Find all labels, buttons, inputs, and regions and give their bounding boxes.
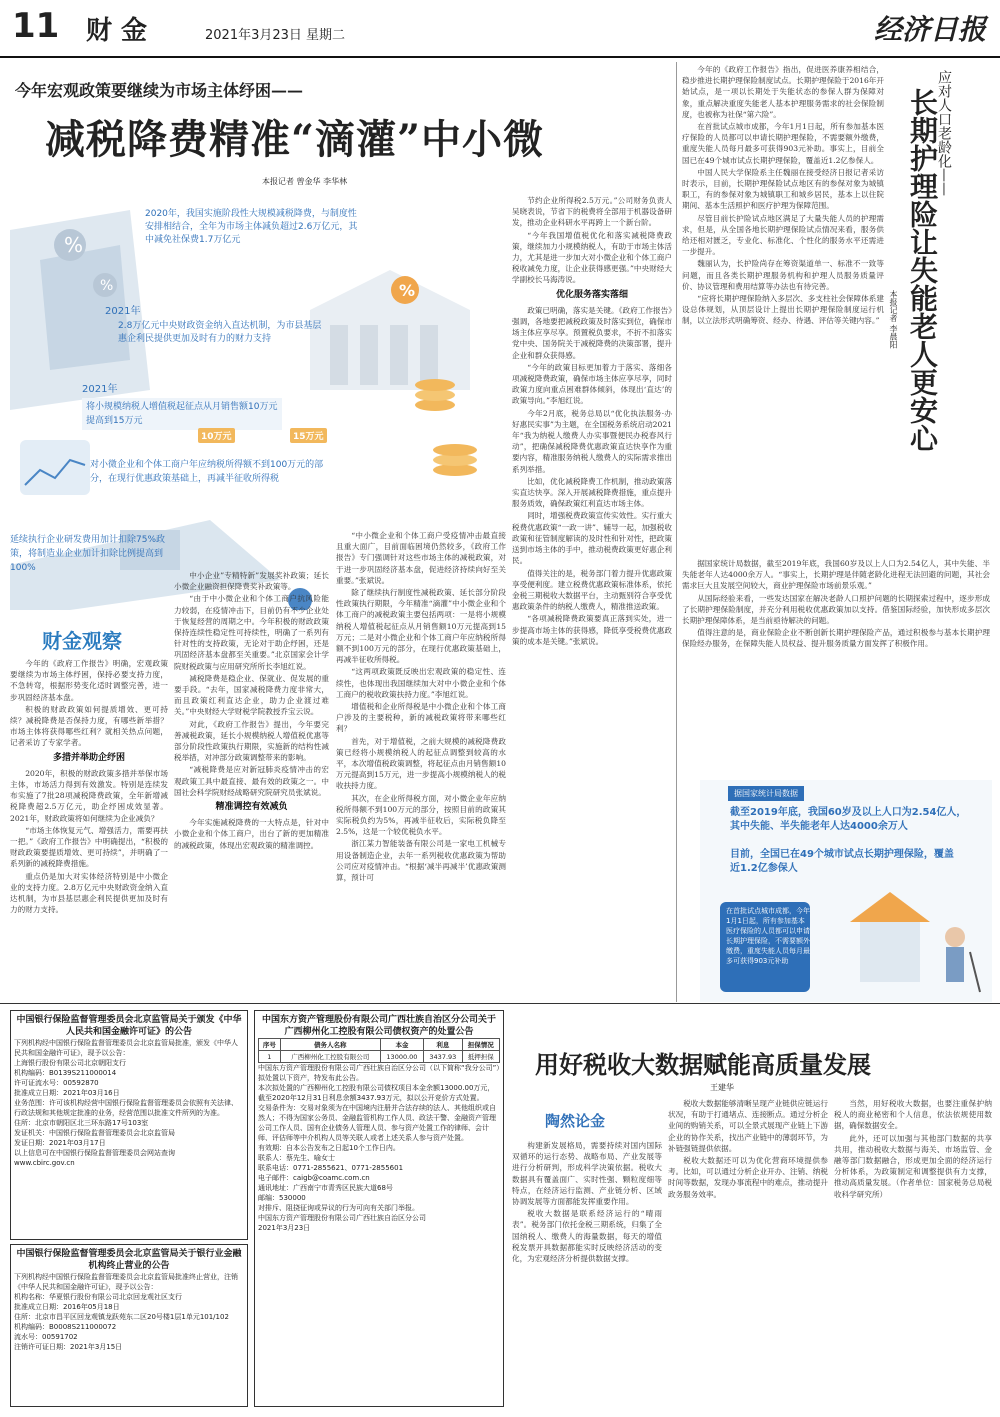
paragraph: 节约企业所得税2.5万元。”公司财务负责人吴晓表说，节省下的税费将全部用于机器设备研发，推动企业科研水平再跨上一个新台阶。 (512, 196, 672, 228)
paragraph: 今年实施减税降费的一大特点是，针对中小微企业和个体工商户，出台了新的更加精准的减税政策，体现出宏观政策的精准调控。 (174, 818, 329, 850)
column-label-finance: 财金观察 (42, 629, 122, 653)
paragraph: 中小企业”专精特新”发展奖补政策；延长小微企业融资担保降费奖补政策等。 (174, 571, 329, 592)
paragraph: 机构编码：B0139S211000014 (14, 1069, 117, 1077)
subhead-1: 多措并举助企纾困 (52, 752, 125, 763)
ltc-box-1: 截至2019年底，我国60岁及以上人口为2.54亿人，其中失能、半失能老年人达4000余万人 (730, 807, 967, 832)
ltc-col-1 (682, 64, 884, 554)
paragraph: 除了继续执行制度性减税政策、延长部分阶段性政策执行期限，今年精准“滴灌”中小微企业和个体工商户的减税政策主要包括两项：一是将小规模纳税人增值税起征点从月销售额10万元提高到15万元；二是对小微企业和个体工商户年应纳税所得额不到100万元的部分，在现行优惠政策基础上，再减半征收所得税。 (336, 588, 506, 665)
paragraph: 值得注意的是，商业保险企业不断创新长期护理保险产品，通过积极参与基本长期护理保险经办服务，在保障失能人员权益、提升服务质量方面发挥了积极作用。 (682, 628, 990, 649)
paragraph: “这两项政策既反映出宏观政策的稳定性、连续性，也体现出我国继续加大对中小微企业和个体工商户的税收政策扶持力度。”李旭红说。 (336, 667, 506, 699)
issue-date: 2021年3月23日 星期二 (205, 28, 346, 43)
table-header: 担保情况 (462, 1039, 499, 1051)
subhead-3: 优化服务落实落细 (555, 289, 628, 300)
paragraph: “各项减税降费政策要真正落到实处，进一步提高市场主体的获得感，降低享受税费优惠政策的成本是关键。”张斌说。 (512, 614, 672, 646)
svg-text:%: % (100, 278, 114, 294)
paragraph: 今年的《政府工作报告》明确，宏观政策要继续为市场主体纾困，保持必要支持力度，不急转弯，根据形势变化适时调整完善，进一步巩固经济基本盘。 (10, 659, 168, 702)
info-2021-2: 将小规模纳税人增值税起征点从月销售额10万元提高到15万元 (82, 398, 282, 430)
paragraph: 其次，在企业所得税方面，对小微企业年应纳税所得额不到100万元的部分，按照目前的政策其实际税负约为5%，再减半征收后，实际税负降至2.5%，这是一个较优税负水平。 (336, 793, 506, 837)
info-3: 对小微企业和个体工商户年应纳税所得额不到100万元的部分，在现行优惠政策基础上，再减半征收所得税 (90, 460, 324, 484)
ad-notice-3: 中国东方资产管理股份有限公司广西壮族自治区分公司关于广西柳州化工控股有限公司债权资产的处置公告 序号 债务人名称 本金 利息 担保情况 1 广西柳州化工控股有限公司 13000.00 3437.93 抵押担保 中国东方资产管理股份有限公司广西壮族自治区分公司（以下简称“我分公司”）拟处置以下资产，特发布此公告。 本次拟处置的广西柳州化工控股有限公司债权项目本金余额13000.00万元，截至2020年12月31日利息余额3437.93万元，拟以公开竞价方式处置。 交易条件为：交易对象须为在中国境内注册并合法存续的法人、其他组织或自然人；不得为国家公务员、金融监管机构工作人员、政法干警、金融资产管理公司工作人员、国有企业债务人管理人员、参与资产处置工作的律师、会计师、评估师等中介机构人员等关联人或者上述关系人参与资产处置。 有效期：自本公告发布之日起10个工作日内。 联系人：蔡先生、喻女士 联系电话：0771-2855621、0771-2855601 电子邮件：caigb@coamc.com.cn 通讯地址：广西南宁市青秀区民族大道68号 邮编：530000 对排斥、阻挠征询或异议的行为可向有关部门举报。 中国东方资产管理股份有限公司广西壮族自治区分公司 2021年3月23日 (254, 1010, 504, 1407)
table-cell: 广西柳州化工控股有限公司 (280, 1051, 380, 1063)
coin-label-15: 15万元 (290, 428, 327, 443)
paragraph: 发证机关：中国银行保险监督管理委员会北京监管局 (14, 1129, 175, 1137)
info-2021-1: 2.8万亿元中央财政资金纳入直达机制，为市县基层惠企利民提供更加及时有力的财力支持 (118, 321, 322, 344)
table-row (259, 1051, 500, 1063)
paragraph: 中国东方资产管理股份有限公司广西壮族自治区分公司 (258, 1214, 426, 1222)
table-header: 序号 (259, 1039, 281, 1051)
paragraph: 许可证流水号：00592870 (14, 1079, 99, 1087)
paragraph: 在首批试点城市成都，今年1月1日起，所有参加基本医疗保险的人员都可以申请长期护理保险，不需要额外缴费，重度失能人员每月最多可获得903元补助。事实上，目前全国已在49个城市试点长期护理保险，覆盖近1.2亿参保人。 (682, 122, 884, 165)
paragraph: 2021年3月23日 (258, 1224, 311, 1232)
paragraph: 税收大数据能够清晰呈现产业链供应链运行状况，有助于打通堵点、连接断点。通过分析企业间的购销关系，可以全景式展现产业链上下游企业的协作关系，找出产业链中的薄弱环节，为补链强链提供依据。 (668, 1099, 828, 1153)
masthead (0, 0, 1000, 58)
tax-col-3 (834, 1098, 992, 1412)
ltc-box-3: 在首批试点城市成都，今年1月1日起，所有参加基本医疗保险的人员都可以申请长期护理保险，不需要额外缴费，重度失能人员每月最多可获得903元补助 (726, 907, 810, 965)
ad-notice-2: 中国银行保险监督管理委员会北京监管局关于银行业金融机构终止营业的公告 下列机构经中国银行保险监督管理委员会北京监管局批准终止营业，注销《中华人民共和国金融许可证》，现予以公告： 机构名称：华夏银行股份有限公司北京回龙观社区支行 批准成立日期：2016年05月18日 住所：北京市昌平区回龙观镇龙跃苑东二区20号楼1层1单元101/102 机构编码：B0008S211000072 流水号：00591702 注销许可证日期：2021年3月15日 (10, 1244, 248, 1407)
info-4: 延续执行企业研发费用加计扣除75%政策，将制造业企业加计扣除比例提高到100% (10, 535, 166, 573)
paragraph: 当然，用好税收大数据，也要注重保护纳税人的商业秘密和个人信息，依法依规使用数据，确保数据安全。 (834, 1099, 992, 1131)
paragraph: 从国际经验来看，一些发达国家在解决老龄人口照护问题的长期探索过程中，逐步形成了长期护理保险制度，并充分利用税收优惠政策加以支持。借鉴国际经验，加快形成多层次长期护理保障体系，是当前亟待解决的问题。 (682, 593, 990, 626)
svg-text:%: % (399, 281, 416, 300)
lead-col-1b-p (10, 768, 168, 916)
paragraph: 魏丽认为，长护险尚存在筹资渠道单一、标准不一致等问题，而且各类长期护理服务机构和护理人员服务质量评价、协议管理和费用结算等办法也有待完善。 (682, 259, 884, 291)
tax-headline: 用好税收大数据赋能高质量发展 (535, 1050, 871, 1079)
lead-col-4 (512, 195, 672, 998)
paragraph: 中国人民大学保险系主任魏丽在接受经济日报记者采访时表示，目前，长期护理保险试点地区有的参保对象为城镇职工，有的参保对象为城镇职工和城乡居民，基本上以住院期间、基本生活照护和医疗护理为保障范围。 (682, 167, 884, 211)
lead-col-3 (336, 530, 506, 998)
paragraph: 联系人：蔡先生、喻女士 (258, 1154, 335, 1162)
lead-col-2 (174, 570, 329, 998)
paragraph: 今年的《政府工作报告》指出，促进医养康养相结合，稳步推进长期护理保险制度试点。长期护理保险于2016年开始试点，是一项以长期处于失能状态的参保人群为保障对象，重点解决重度失能老人基本护理服务需求的社会保险制度，也被称为社保“第六险”。 (682, 65, 884, 119)
paragraph: 2020年，积极的财政政策多措并举保市场主体，市场活力得到有效激发。特别是连续发布实施了7批28项减税降费政策，全年新增减税降费超2.5万亿元，助企纾困成效显著。2021年，财政政策将如何继续为企业减负？ (10, 768, 168, 823)
coin-label-10: 10万元 (198, 428, 235, 443)
paragraph: 值得关注的是，税务部门着力提升优惠政策享受便利度。建立税费优惠政策标准体系，依托金税三期税收大数据平台，主动甄别符合享受优惠政策条件的纳税人缴费人，精准推送政策。 (512, 568, 672, 612)
tax-author: 王建华 (710, 1083, 734, 1092)
paragraph: 注销许可证日期：2021年3月15日 (14, 1343, 123, 1351)
paragraph: 今年2月底，税务总局以“优化执法服务·办好惠民实事”为主题，在全国税务系统启动2021年“我为纳税人缴费人办实事暨便民办税春风行动”，把确保减税降费优惠政策直达快享作为重要内容，精准服务纳税人缴费人的实际需求推出系列举措。 (512, 408, 672, 474)
paragraph: 据国家统计局数据，截至2019年底，我国60岁及以上人口为2.54亿人，其中失能、半失能老年人达4000余万人。“事实上，长期护理是伴随老龄化进程无法回避的问题，其社会需求巨大且发展空间较大，商业护理保险市场前景乐观。” (682, 559, 990, 591)
paragraph: 电子邮件：caigb@coamc.com.cn (258, 1174, 370, 1182)
paragraph: 对排斥、阻挠征询或异议的行为可向有关部门举报。 (258, 1204, 419, 1212)
paragraph: 税收大数据还可以为优化营商环境提供参考。比如，可以通过分析企业开办、注销、纳税时间等数据，发现办事流程中的难点，推动提升政务服务效率。 (668, 1156, 828, 1199)
paragraph: “今年的政策目标更加着力于落实、落细各项减税降费政策，确保市场主体应享尽享，同时政策力度向重点困难群体倾斜，体现出‘直达’的政策导向。”李旭红说。 (512, 362, 672, 406)
paragraph: www.cbirc.gov.cn (14, 1159, 75, 1167)
paragraph: 对此，《政府工作报告》提出，今年要完善减税政策，延长小规模纳税人增值税优惠等部分阶段性政策执行期限，实施新的结构性减税举措，对冲部分政策调整带来的影响。 (174, 719, 329, 763)
paragraph: “中小微企业和个体工商户受疫情冲击最直接且重大面广，目前面临困境仍然较多，《政府工作报告》专门强调针对这些市场主体的减税政策，对于进一步巩固经济基本盘，促进经济持续向好至关重要。”张斌说。 (336, 531, 506, 585)
paragraph: 比如，优化减税降费工作机制，推动政策落实直达快享。深入开展减税降费措施，重点提升服务质效，确保政策红利直达市场主体。 (512, 476, 672, 509)
paragraph: 同时，增强税费政策宣传实效性。实行重大税费优惠政策“一政一讲”、辅导一起，加强税收政策和征管制度解读的及时性和针对性，把政策送到市场主体的手中，推动税费政策更好惠企利民。 (512, 511, 672, 566)
paragraph: 中国东方资产管理股份有限公司广西壮族自治区分公司（以下简称“我分公司”）拟处置以下资产，特发布此公告。 (258, 1064, 500, 1082)
paragraph: 以上信息可在中国银行保险监督管理委员会网站查询 (14, 1149, 175, 1157)
paragraph: 下列机构经中国银行保险监督管理委员会北京监管局批准，颁发《中华人民共和国金融许可证》，现予以公告： (14, 1039, 238, 1057)
paragraph: “减税降费是应对新冠肺炎疫情冲击的宏观政策工具中最直接、最有效的政策之一。中国社会科学院财经战略研究院研究员张斌说。 (174, 765, 329, 797)
paragraph: “今年我国增值税优化和落实减税降费政策，继续加力小规模纳税人，有助于市场主体活力，尤其是进一步加大对小微企业和个体工商户税收减免力度，让企业获得感更强。”中央财经大学副校长马海涛说。 (512, 230, 672, 285)
asset-table (258, 1038, 500, 1063)
paragraph: “由于中小微企业和个体工商户抗风险能力较弱，在疫情冲击下，目前仍有不少企业处于恢复经营的周期之中。今年积极的财政政策保持连续性稳定性可持续性，明确了一系列有针对性的支持政策，无论对于助企纾困，还是巩固经济基本盘都至关重要。”北京国家会计学院财税政策与应用研究所所长李旭红说。 (174, 594, 329, 671)
table-cell: 3437.93 (424, 1051, 462, 1063)
ltc-byline: 本报记者 李晨阳 (889, 290, 898, 349)
table-header: 利息 (424, 1039, 462, 1051)
paragraph: 下列机构经中国银行保险监督管理委员会北京监管局批准终止营业，注销《中华人民共和国金融许可证》，现予以公告： (14, 1273, 238, 1291)
paragraph: 发证日期：2021年03月17日 (14, 1139, 106, 1147)
paragraph: 尽管目前长护险试点地区满足了大量失能人员的护理需求，但是，从全国各地长期护理保险试点情况来看，服务供给还相对匮乏，专业化、标准化、个性化的服务水平还需进一步提升。 (682, 213, 884, 257)
ltc-kicker: 应对人口老龄化—— (936, 70, 952, 196)
paragraph: 联系电话：0771-2855621、0771-2855601 (258, 1164, 404, 1172)
paragraph: 此外，还可以加强与其他部门数据的共享共用，推动税收大数据与海关、市场监管、金融等部门数据融合，形成更加全面的经济运行分析体系，为政策制定和调整提供有力支撑，推动高质量发展。（作者单位：国家税务总局税收科学研究所） (834, 1133, 992, 1199)
paragraph: 住所：北京市朝阳区北三环东路17号103室 (14, 1119, 149, 1127)
paragraph: 本次拟处置的广西柳州化工控股有限公司债权项目本金余额13000.00万元，截至2020年12月31日利息余额3437.93万元，拟以公开竞价方式处置。 (258, 1084, 495, 1102)
lead-kicker: 今年宏观政策要继续为市场主体纾困—— (15, 81, 304, 100)
paragraph: 邮编：530000 (258, 1194, 306, 1202)
paragraph: 有效期：自本公告发布之日起10个工作日内。 (258, 1144, 400, 1152)
info-2021-label-1: 2021年 (105, 306, 141, 317)
paragraph: 重点仍是加大对实体经济特别是中小微企业的支持力度。2.8万亿元中央财政资金纳入直达机制，为市县基层惠企利民提供更加及时有力的财力支持。 (10, 871, 168, 915)
table-header: 本金 (380, 1039, 423, 1051)
section-name: 财 金 (86, 16, 148, 46)
paragraph: 业务范围：许可该机构经营中国银行保险监督管理委员会依照有关法律、行政法规和其他规定批准的业务，经营范围以批准文件所列的为准。 (14, 1099, 238, 1117)
info-2020: 2020年，我国实施阶段性大规模减税降费，与制度性安排相结合，全年为市场主体减负超过2.6万亿元，其中减免社保费1.7万亿元 (145, 209, 358, 245)
paragraph: 住所：北京市昌平区回龙观镇龙跃苑东二区20号楼1层1单元101/102 (14, 1313, 229, 1321)
table-cell: 1 (259, 1051, 281, 1063)
paper-logo: 经济日报 (873, 13, 986, 46)
paragraph: 积极的财政政策如何提质增效、更可持续？减税降费是否保持力度，有哪些新举措？市场主体将获得哪些红利？就相关热点问题，记者采访了专家学者。 (10, 704, 168, 748)
ltc-box-label: 据国家统计局数据 (728, 786, 804, 801)
paragraph: 减税降费是稳企业、保就业、促发展的重要手段。“去年，国家减税降费力度非常大，而且政策红利直达企业，助力企业渡过难关。”中央财经大学财税学院教授乔宝云说。 (174, 673, 329, 717)
paragraph: 批准成立日期：2021年03月16日 (14, 1089, 120, 1097)
paragraph: 政策已明确，落实是关键。《政府工作报告》强调，各地要把减税政策及时落实到位，确保市场主体应享尽享。预置税负要求，不折不扣落实党中央、国务院关于减税降费的决策部署，提升企业和群众获得感。 (512, 305, 672, 360)
ltc-box-2: 目前，全国已在49个城市试点长期护理保险，覆盖近1.2亿参保人 (730, 849, 954, 874)
ltc-col-2 (682, 558, 990, 783)
lead-byline: 本报记者 曾金华 李华林 (262, 177, 348, 186)
lead-col-1 (10, 658, 168, 998)
lead-headline: 减税降费精准“滴灌”中小微 (45, 116, 545, 163)
paragraph: 增值税和企业所得税是中小微企业和个体工商户涉及的主要税种，新的减税政策将带来哪些红利？ (336, 702, 506, 734)
paragraph: 浙江某力智能装备有限公司是一家电工机械专用设备制造企业，去年一系列税收优惠政策为帮助公司应对疫情冲击。“根据‘减半再减半’优惠政策测算，预计可 (336, 839, 506, 883)
paragraph: “市场主体恢复元气、增强活力，需要再扶一把。”《政府工作报告》中明确提出，“积极的财政政策要提质增效、更可持续”，并明确了一系列新的减税降费措施。 (10, 825, 168, 869)
svg-text:%: % (64, 233, 84, 257)
table-cell: 抵押担保 (462, 1051, 499, 1063)
paragraph: 流水号：00591702 (14, 1333, 78, 1341)
table-header: 债务人名称 (280, 1039, 380, 1051)
ltc-infobox (700, 780, 992, 1002)
page-number: 11 (12, 6, 60, 46)
paragraph: 机构名称：华夏银行股份有限公司北京回龙观社区支行 (14, 1293, 182, 1301)
paragraph: 上海银行股份有限公司北京朝阳支行 (14, 1059, 126, 1067)
paragraph: 税收大数据是联系经济运行的“晴雨表”。税务部门依托金税三期系统，归集了全国纳税人、缴费人的海量数据，每天的增值税发票开具数据都能实时反映经济活动的变化，为宏观经济分析提供数据支撑。 (512, 1209, 662, 1264)
paragraph: 首先，对于增值税，之前大规模的减税降费政策已经将小规模纳税人的起征点调整到较高的水平，本次增值税政策调整，将起征点由月销售额10万元提高到15万元，进一步提高小规模纳税人的税收扶持力度。 (336, 736, 506, 791)
paragraph: 构建新发展格局，需要持续对国内国际双循环的运行态势、战略布局、产业发展等进行分析研判，形成科学决策依据。税收大数据具有覆盖面广、实时性强、颗粒度细等特点，在经济运行监测、产业链分析、区域协调发展等方面都能发挥重要作用。 (512, 1141, 662, 1207)
ad-notice-1: 中国银行保险监督管理委员会北京监管局关于颁发《中华人民共和国金融许可证》的公告 下列机构经中国银行保险监督管理委员会北京监管局批准，颁发《中华人民共和国金融许可证》，现予以公告： 上海银行股份有限公司北京朝阳支行 机构编码：B0139S211000014 许可证流水号：00592870 批准成立日期：2021年03月16日 业务范围：许可该机构经营中国银行保险监督管理委员会依照有关法律、行政法规和其他规定批准的业务，经营范围以批准文件所列的为准。 住所：北京市朝阳区北三环东路17号103室 发证机关：中国银行保险监督管理委员会北京监管局 发证日期：2021年03月17日 以上信息可在中国银行保险监督管理委员会网站查询 www.cbirc.gov.cn (10, 1010, 248, 1240)
paragraph: 交易条件为：交易对象须为在中国境内注册并合法存续的法人、其他组织或自然人；不得为国家公务员、金融监管机构工作人员、政法干警、金融资产管理公司工作人员、国有企业债务人管理人员、参与资产处置工作的律师、会计师、评估师等中介机构人员等关联人或者上述关系人参与资产处置。 (258, 1104, 496, 1142)
paragraph: 通讯地址：广西南宁市青秀区民族大道68号 (258, 1184, 393, 1192)
subhead-2: 精准调控有效减负 (215, 802, 288, 813)
paragraph: 批准成立日期：2016年05月18日 (14, 1303, 120, 1311)
paragraph: “应将长期护理保险纳入多层次、多支柱社会保障体系建设总体规划，从顶层设计上提出长期护理保险制度运行机制，以立法形式明确筹资、经办、待遇、评估等关键内容。” (682, 294, 884, 326)
table-cell: 13000.00 (380, 1051, 423, 1063)
ltc-headline: 长期护理险让失能老人更安心 (906, 88, 939, 452)
paragraph: 机构编码：B0008S211000072 (14, 1323, 117, 1331)
tax-col-2 (668, 1098, 828, 1412)
lead-col-1-p (10, 658, 168, 749)
info-2021-label-2: 2021年 (82, 384, 118, 395)
tax-column-label: 陶然论金 (545, 1112, 606, 1130)
tax-col-1 (512, 1140, 662, 1412)
